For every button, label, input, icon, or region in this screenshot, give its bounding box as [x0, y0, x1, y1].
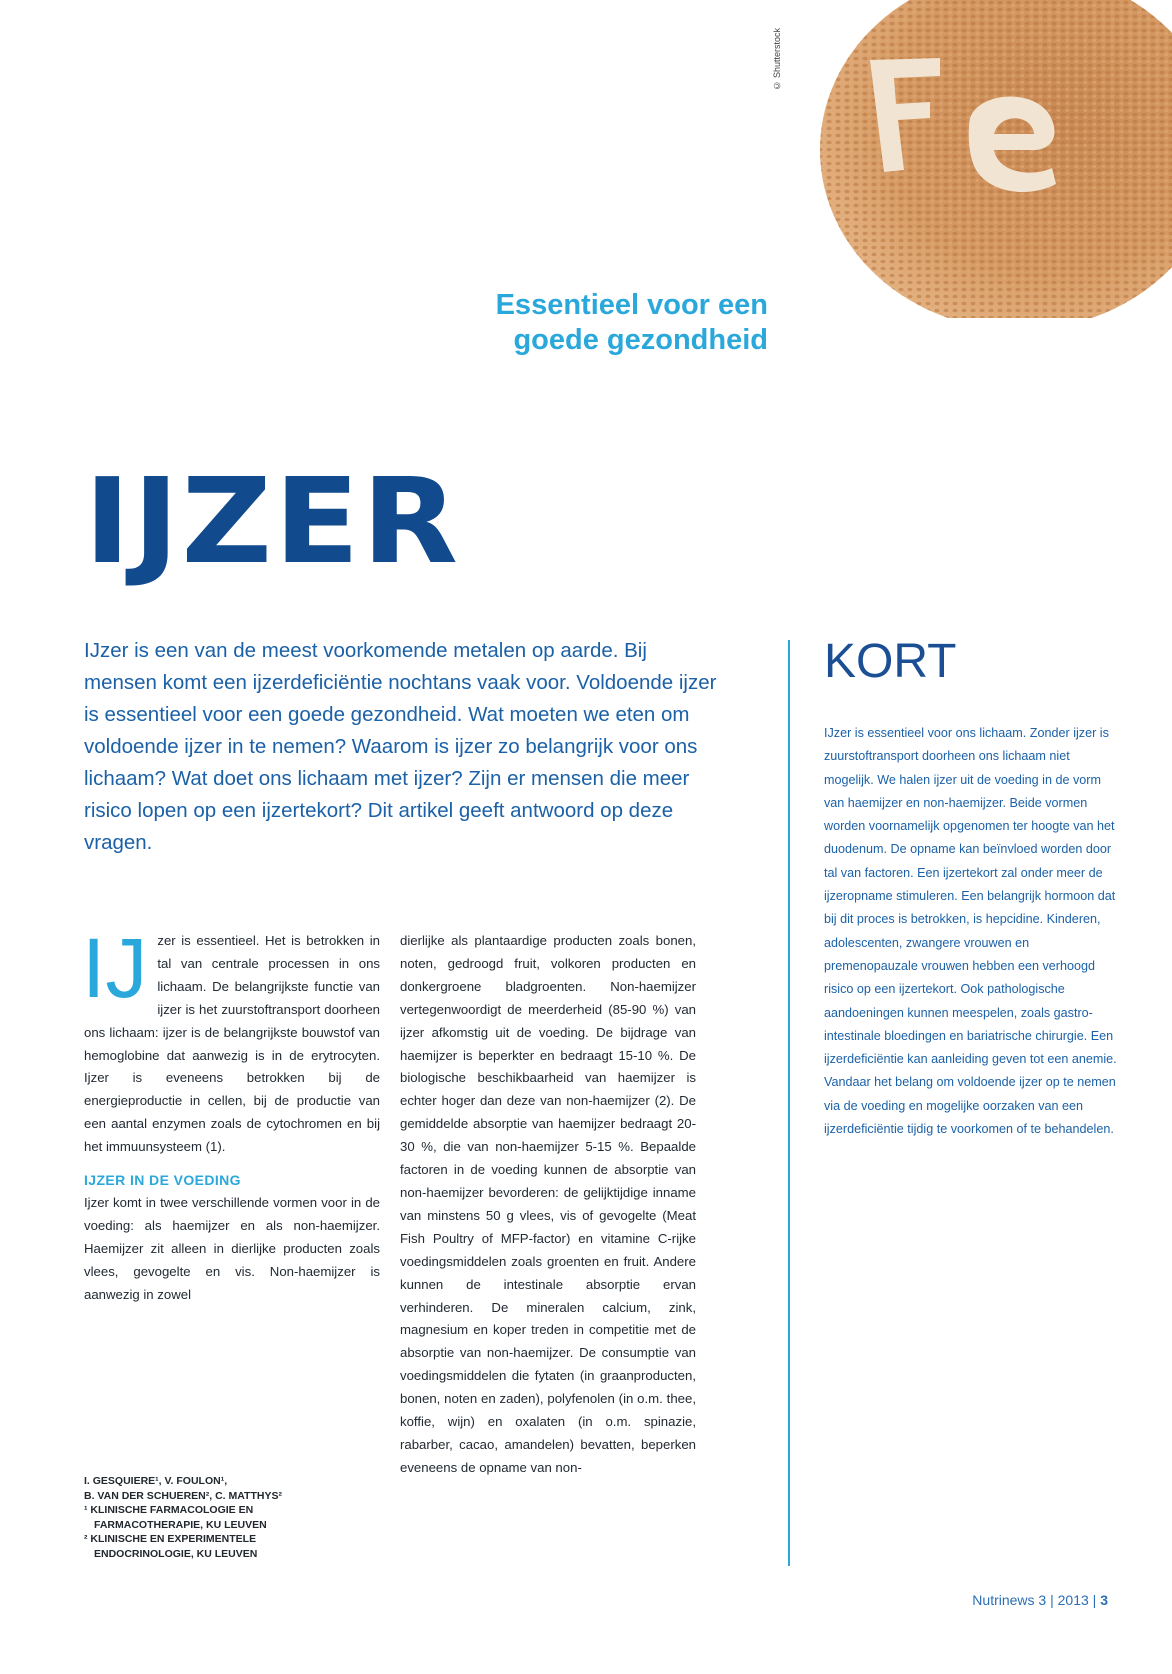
- footer-magazine: Nutrinews 3 | 2013 |: [972, 1592, 1101, 1608]
- photo-credit: © Shutterstock: [772, 28, 782, 91]
- article-paragraph-1: zer is essentieel. Het is betrokken in tal van centrale processen in ons lichaam. De belangrijkste functie van ijzer is het zuurstoftransport doorheen ons lichaam: ijzer is de belangrijkste bouwstof van hemoglobine dat aanwezig is in de erytrocyten. Ijzer is eveneens betrokken bij de energieproductie in cellen, bij de productie van een aantal enzymen zoals de cytochromen en bij het immuunsysteem (1).: [84, 933, 380, 1155]
- lentils-fe-image: [790, 0, 1172, 318]
- sidebar-divider: [788, 640, 790, 1566]
- section-heading: IJZER IN DE VOEDING: [84, 1172, 241, 1189]
- affiliation-2a: ² KLINISCHE EN EXPERIMENTELE: [84, 1533, 257, 1545]
- sidebar-text: IJzer is essentieel voor ons lichaam. Zonder ijzer is zuurstoftransport doorheen ons lichaam niet mogelijk. We halen ijzer uit de voeding in de vorm van haemijzer en non-haemijzer. Beide vormen worden voornamelijk opgenomen ter hoogte van het duodenum. De opname kan beïnvloed worden door tal van factoren. Een ijzertekort zal onder meer de ijzeropname stimuleren. Een belangrijk hormoon dat bij dit proces is betrokken, is hepcidine. Kinderen, adolescenten, zwangere vrouwen en premenopauzale vrouwen hebben een verhoogd risico op een ijzertekort. Ook pathologische aandoeningen kunnen meespelen, zoals gastro-intestinale bloedingen en bariatrische chirurgie. Een ijzerdeficiëntie kan aanleiding geven tot een anemie. Vandaar het belang om voldoende ijzer op te nemen via de voeding en mogelijke oorzaken van een ijzerdeficiëntie tijdig te voorkomen of te behandelen.: [824, 726, 1117, 1137]
- article-column-1: [82, 921, 380, 1307]
- author-line-1: I. GESQUIERE¹, V. FOULON¹,: [84, 1475, 228, 1487]
- article-column-2: dierlijke als plantaardige producten zoals bonen, noten, gedroogd fruit, volkoren producten en donkergroene bladgroenten. Non-haemijzer vertegenwoordigt de meerderheid (85-90 %) van ijzer afkomstig uit de voeding. De bijdrage van haemijzer is beperkter en bedraagt 15-10 %. De biologische beschikbaarheid van haemijzer is echter hoger dan deze van non-haemijzer (2). De gemiddelde absorptie van haemijzer bedraagt 20-30 %, die van non-haemijzer 5-15 %. Bepaalde factoren in de voeding kunnen de absorptie van non-haemijzer bevorderen: de gelijktijdige inname van minstens 50 g vlees, vis of gevogelte (Meat Fish Poultry of MFP-factor) en vitamine C-rijke voedingsmiddelen zoals groenten en fruit. Andere kunnen de intestinale absorptie ervan verhinderen. De mineralen calcium, zink, magnesium en koper treden in competitie met de absorptie van non-haemijzer. De consumptie van voedingsmiddelen die fytaten (in graanproducten, bonen, noten en zaden), polyfenolen (in o.m. thee, koffie, wijn) en oxalaten (in o.m. spinazie, rabarber, cacao, amandelen) bevatten, beperken eveneens de opname van non-: [400, 933, 696, 1475]
- sidebar-title: KORT: [824, 635, 957, 688]
- subtitle-line-2: goede gezondheid: [513, 324, 768, 356]
- author-block: [84, 1474, 384, 1561]
- affiliation-2b: ENDOCRINOLOGIE, KU LEUVEN: [94, 1547, 258, 1560]
- affiliation-1b: FARMACOTHERAPIE, KU LEUVEN: [94, 1518, 267, 1531]
- subtitle: [400, 288, 768, 358]
- article-paragraph-2: Ijzer komt in twee verschillende vormen voor in de voeding: als haemijzer en als non-haemijzer. Haemijzer zit alleen in dierlijke producten zoals vlees, gevogelte en vis. Non-haemijzer is aanwezig in zowel: [84, 1194, 380, 1302]
- affiliation-1a: ¹ KLINISCHE FARMACOLOGIE EN: [84, 1504, 254, 1516]
- subtitle-line-1: Essentieel voor een: [495, 289, 768, 321]
- intro-paragraph: IJzer is een van de meest voorkomende metalen op aarde. Bij mensen komt een ijzerdeficiëntie nochtans vaak voor. Voldoende ijzer is essentieel voor een goede gezondheid. Wat moeten we eten om voldoende ijzer in te nemen? Waarom is ijzer zo belangrijk voor ons lichaam? Wat doet ons lichaam met ijzer? Zijn er mensen die meer risico lopen op een ijzertekort? Dit artikel geeft antwoord op deze vragen.: [84, 639, 717, 854]
- page-title: IJZER: [84, 452, 461, 590]
- dropcap: IJ: [82, 921, 148, 1015]
- author-line-2: B. VAN DER SCHUEREN², C. MATTHYS²: [84, 1489, 282, 1502]
- page-footer: [972, 1592, 1108, 1608]
- page-number: 3: [1100, 1592, 1108, 1608]
